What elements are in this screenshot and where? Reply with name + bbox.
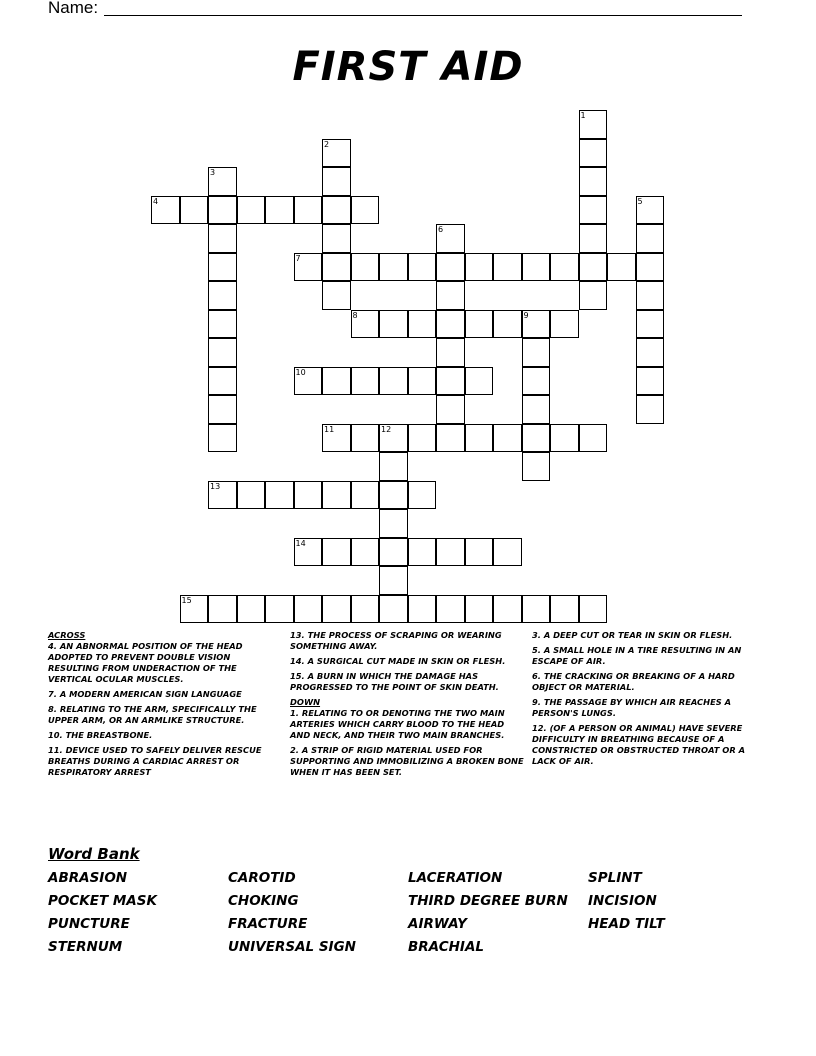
- crossword-cell[interactable]: [636, 395, 665, 424]
- crossword-cell[interactable]: [579, 110, 608, 139]
- crossword-cell[interactable]: [522, 338, 551, 367]
- crossword-cell[interactable]: [579, 595, 608, 624]
- crossword-cell[interactable]: [636, 281, 665, 310]
- word-bank-item: INCISION: [588, 893, 657, 909]
- crossword-cell[interactable]: [322, 424, 351, 453]
- across-heading: ACROSS: [48, 630, 86, 640]
- clue-down-5: 5. A SMALL HOLE IN A TIRE RESULTING IN AN ESCAPE OF AIR.: [532, 645, 742, 666]
- crossword-cell[interactable]: [522, 395, 551, 424]
- crossword-cell[interactable]: [579, 253, 608, 282]
- crossword-cell[interactable]: [493, 595, 522, 624]
- crossword-cell[interactable]: [636, 196, 665, 225]
- crossword-cell[interactable]: [408, 367, 437, 396]
- crossword-cell[interactable]: [322, 253, 351, 282]
- crossword-cell[interactable]: [408, 310, 437, 339]
- word-bank-item: POCKET MASK: [48, 893, 157, 909]
- crossword-cell[interactable]: [636, 310, 665, 339]
- crossword-cell[interactable]: [436, 424, 465, 453]
- cell-number: 8: [352, 310, 358, 320]
- crossword-cell[interactable]: [436, 367, 465, 396]
- crossword-cell[interactable]: [379, 452, 408, 481]
- crossword-cell[interactable]: [294, 595, 323, 624]
- word-bank-item: CAROTID: [228, 870, 296, 886]
- crossword-cell[interactable]: [208, 224, 237, 253]
- crossword-cell[interactable]: [465, 538, 494, 567]
- crossword-cell[interactable]: [208, 424, 237, 453]
- crossword-cell[interactable]: [522, 367, 551, 396]
- crossword-cell[interactable]: [322, 481, 351, 510]
- clue-across-11: 11. DEVICE USED TO SAFELY DELIVER RESCUE BREATHS DURING A CARDIAC ARREST OR RESPIRATORY ARREST: [48, 745, 262, 777]
- crossword-cell[interactable]: [636, 253, 665, 282]
- clue-down-12: 12. (OF A PERSON OR ANIMAL) HAVE SEVERE DIFFICULTY IN BREATHING BECAUSE OF A CONSTRICTED OR OBSTRUCTED THROAT OR A LACK OF AIR.: [532, 723, 746, 766]
- clue-across-7: 7. A MODERN AMERICAN SIGN LANGUAGE: [48, 689, 242, 699]
- crossword-cell[interactable]: [379, 509, 408, 538]
- word-bank: [48, 870, 768, 956]
- crossword-cell[interactable]: [265, 196, 294, 225]
- crossword-cell[interactable]: [351, 538, 380, 567]
- crossword-cell[interactable]: [579, 224, 608, 253]
- clue-down-2: 2. A STRIP OF RIGID MATERIAL USED FOR SUPPORTING AND IMMOBILIZING A BROKEN BONE WHEN IT HAS BEEN SET.: [290, 745, 524, 777]
- cell-number: 14: [295, 538, 306, 548]
- word-bank-item: THIRD DEGREE BURN: [408, 893, 568, 909]
- crossword-cell[interactable]: [208, 481, 237, 510]
- crossword-cell[interactable]: [408, 595, 437, 624]
- crossword-cell[interactable]: [436, 224, 465, 253]
- clues-column-3: [532, 630, 768, 771]
- crossword-cell[interactable]: [379, 367, 408, 396]
- clue-across-10: 10. THE BREASTBONE.: [48, 730, 153, 740]
- crossword-cell[interactable]: [436, 595, 465, 624]
- crossword-cell[interactable]: [351, 424, 380, 453]
- clue-across-14: 14. A SURGICAL CUT MADE IN SKIN OR FLESH.: [290, 656, 506, 666]
- name-label: Name:: [48, 0, 99, 17]
- crossword-cell[interactable]: [208, 367, 237, 396]
- crossword-cell[interactable]: [379, 595, 408, 624]
- crossword-cell[interactable]: [294, 367, 323, 396]
- cell-number: 9: [523, 310, 529, 320]
- crossword-cell[interactable]: [408, 253, 437, 282]
- crossword-cell[interactable]: [351, 481, 380, 510]
- crossword-cell[interactable]: [294, 538, 323, 567]
- cell-number: 4: [153, 196, 159, 206]
- crossword-cell[interactable]: [322, 538, 351, 567]
- crossword-cell[interactable]: [436, 281, 465, 310]
- crossword-cell[interactable]: [379, 538, 408, 567]
- crossword-cell[interactable]: [237, 196, 266, 225]
- crossword-cell[interactable]: [180, 196, 209, 225]
- crossword-cell[interactable]: [351, 310, 380, 339]
- clue-down-6: 6. THE CRACKING OR BREAKING OF A HARD OBJECT OR MATERIAL.: [532, 671, 735, 692]
- crossword-cell[interactable]: [636, 367, 665, 396]
- word-bank-title: Word Bank: [48, 845, 140, 863]
- clue-down-3: 3. A DEEP CUT OR TEAR IN SKIN OR FLESH.: [532, 630, 733, 640]
- crossword-cell[interactable]: [294, 196, 323, 225]
- crossword-cell[interactable]: [636, 338, 665, 367]
- crossword-cell[interactable]: [180, 595, 209, 624]
- crossword-cell[interactable]: [436, 310, 465, 339]
- crossword-cell[interactable]: [322, 167, 351, 196]
- crossword-cell[interactable]: [208, 595, 237, 624]
- clue-across-15: 15. A BURN IN WHICH THE DAMAGE HAS PROGRESSED TO THE POINT OF SKIN DEATH.: [290, 671, 499, 692]
- crossword-cell[interactable]: [522, 310, 551, 339]
- crossword-cell[interactable]: [379, 424, 408, 453]
- cell-number: 11: [324, 424, 335, 434]
- crossword-cell[interactable]: [322, 196, 351, 225]
- crossword-cell[interactable]: [322, 595, 351, 624]
- crossword-cell[interactable]: [579, 424, 608, 453]
- crossword-cell[interactable]: [379, 481, 408, 510]
- crossword-cell[interactable]: [351, 253, 380, 282]
- clues-column-1: [48, 630, 283, 782]
- crossword-cell[interactable]: [550, 310, 579, 339]
- crossword-cell[interactable]: [322, 281, 351, 310]
- crossword-cell[interactable]: [379, 310, 408, 339]
- crossword-cell[interactable]: [493, 310, 522, 339]
- clue-across-13: 13. THE PROCESS OF SCRAPING OR WEARING SOMETHING AWAY.: [290, 630, 502, 651]
- crossword-cell[interactable]: [208, 167, 237, 196]
- cell-number: 6: [438, 225, 444, 234]
- crossword-cell[interactable]: [579, 281, 608, 310]
- crossword-cell[interactable]: [208, 253, 237, 282]
- crossword-cell[interactable]: [322, 139, 351, 168]
- cell-number: 1: [580, 111, 586, 120]
- clue-across-4: 4. AN ABNORMAL POSITION OF THE HEAD ADOPTED TO PREVENT DOUBLE VISION RESULTING FROM UNDERACTION OF THE VERTICAL OCULAR MUSCLES.: [48, 641, 243, 684]
- crossword-cell[interactable]: [636, 224, 665, 253]
- crossword-cell[interactable]: [265, 595, 294, 624]
- crossword-cell[interactable]: [208, 310, 237, 339]
- crossword-cell[interactable]: [294, 481, 323, 510]
- crossword-cell[interactable]: [351, 595, 380, 624]
- crossword-cell[interactable]: [208, 338, 237, 367]
- crossword-cell[interactable]: [465, 595, 494, 624]
- cell-number: 13: [210, 481, 221, 491]
- word-bank-item: ABRASION: [48, 870, 128, 886]
- crossword-cell[interactable]: [351, 196, 380, 225]
- crossword-cell[interactable]: [436, 253, 465, 282]
- crossword-cell[interactable]: [465, 367, 494, 396]
- crossword-cell[interactable]: [522, 253, 551, 282]
- crossword-cell[interactable]: [208, 395, 237, 424]
- crossword-cell[interactable]: [294, 253, 323, 282]
- crossword-cell[interactable]: [265, 481, 294, 510]
- crossword-cell[interactable]: [579, 139, 608, 168]
- crossword-cell[interactable]: [408, 481, 437, 510]
- clue-down-1: 1. RELATING TO OR DENOTING THE TWO MAIN ARTERIES WHICH CARRY BLOOD TO THE HEAD AND NECK, AND THEIR TWO MAIN BRANCHES.: [290, 708, 505, 740]
- crossword-cell[interactable]: [522, 452, 551, 481]
- crossword-cell[interactable]: [436, 395, 465, 424]
- page-title: FIRST AID: [292, 44, 524, 90]
- crossword-cell[interactable]: [351, 367, 380, 396]
- crossword-cell[interactable]: [550, 424, 579, 453]
- down-heading: DOWN: [290, 697, 321, 707]
- crossword-cell[interactable]: [465, 310, 494, 339]
- crossword-cell[interactable]: [493, 424, 522, 453]
- crossword-cell[interactable]: [436, 338, 465, 367]
- crossword-cell[interactable]: [237, 595, 266, 624]
- word-bank-item: AIRWAY: [408, 916, 467, 932]
- clue-down-9: 9. THE PASSAGE BY WHICH AIR REACHES A PERSON'S LUNGS.: [532, 697, 732, 718]
- crossword-cell[interactable]: [208, 196, 237, 225]
- crossword-cell[interactable]: [550, 595, 579, 624]
- cell-number: 2: [324, 139, 330, 149]
- cell-number: 10: [295, 367, 306, 377]
- crossword-cell[interactable]: [607, 253, 636, 282]
- crossword-cell[interactable]: [493, 253, 522, 282]
- word-bank-item: FRACTURE: [228, 916, 308, 932]
- crossword-cell[interactable]: [379, 566, 408, 595]
- crossword-cell[interactable]: [408, 538, 437, 567]
- word-bank-item: LACERATION: [408, 870, 503, 886]
- crossword-cell[interactable]: [465, 424, 494, 453]
- crossword-cell[interactable]: [379, 253, 408, 282]
- crossword-cell[interactable]: [436, 538, 465, 567]
- clues-column-2: [290, 630, 526, 782]
- crossword-cell[interactable]: [550, 253, 579, 282]
- word-bank-item: UNIVERSAL SIGN: [228, 939, 356, 955]
- crossword-cell[interactable]: [522, 424, 551, 453]
- word-bank-item: CHOKING: [228, 893, 299, 909]
- word-bank-item: HEAD TILT: [588, 916, 665, 932]
- word-bank-item: SPLINT: [588, 870, 642, 886]
- crossword-cell[interactable]: [151, 196, 180, 225]
- crossword-cell[interactable]: [465, 253, 494, 282]
- cell-number: 15: [181, 595, 192, 605]
- crossword-cell[interactable]: [322, 367, 351, 396]
- cell-number: 7: [295, 253, 301, 263]
- crossword-cell[interactable]: [208, 281, 237, 310]
- crossword-cell[interactable]: [522, 595, 551, 624]
- crossword-cell[interactable]: [408, 424, 437, 453]
- word-bank-item: STERNUM: [48, 939, 123, 955]
- word-bank-item: PUNCTURE: [48, 916, 130, 932]
- crossword-cell[interactable]: [579, 196, 608, 225]
- crossword-cell[interactable]: [579, 167, 608, 196]
- clue-across-8: 8. RELATING TO THE ARM, SPECIFICALLY THE UPPER ARM, OR AN ARMLIKE STRUCTURE.: [48, 704, 257, 725]
- cell-number: 5: [637, 196, 643, 206]
- crossword-cell[interactable]: [493, 538, 522, 567]
- crossword-cell[interactable]: [322, 224, 351, 253]
- crossword-cell[interactable]: [237, 481, 266, 510]
- cell-number: 12: [381, 424, 392, 434]
- cell-number: 3: [210, 168, 216, 177]
- word-bank-item: BRACHIAL: [408, 939, 484, 955]
